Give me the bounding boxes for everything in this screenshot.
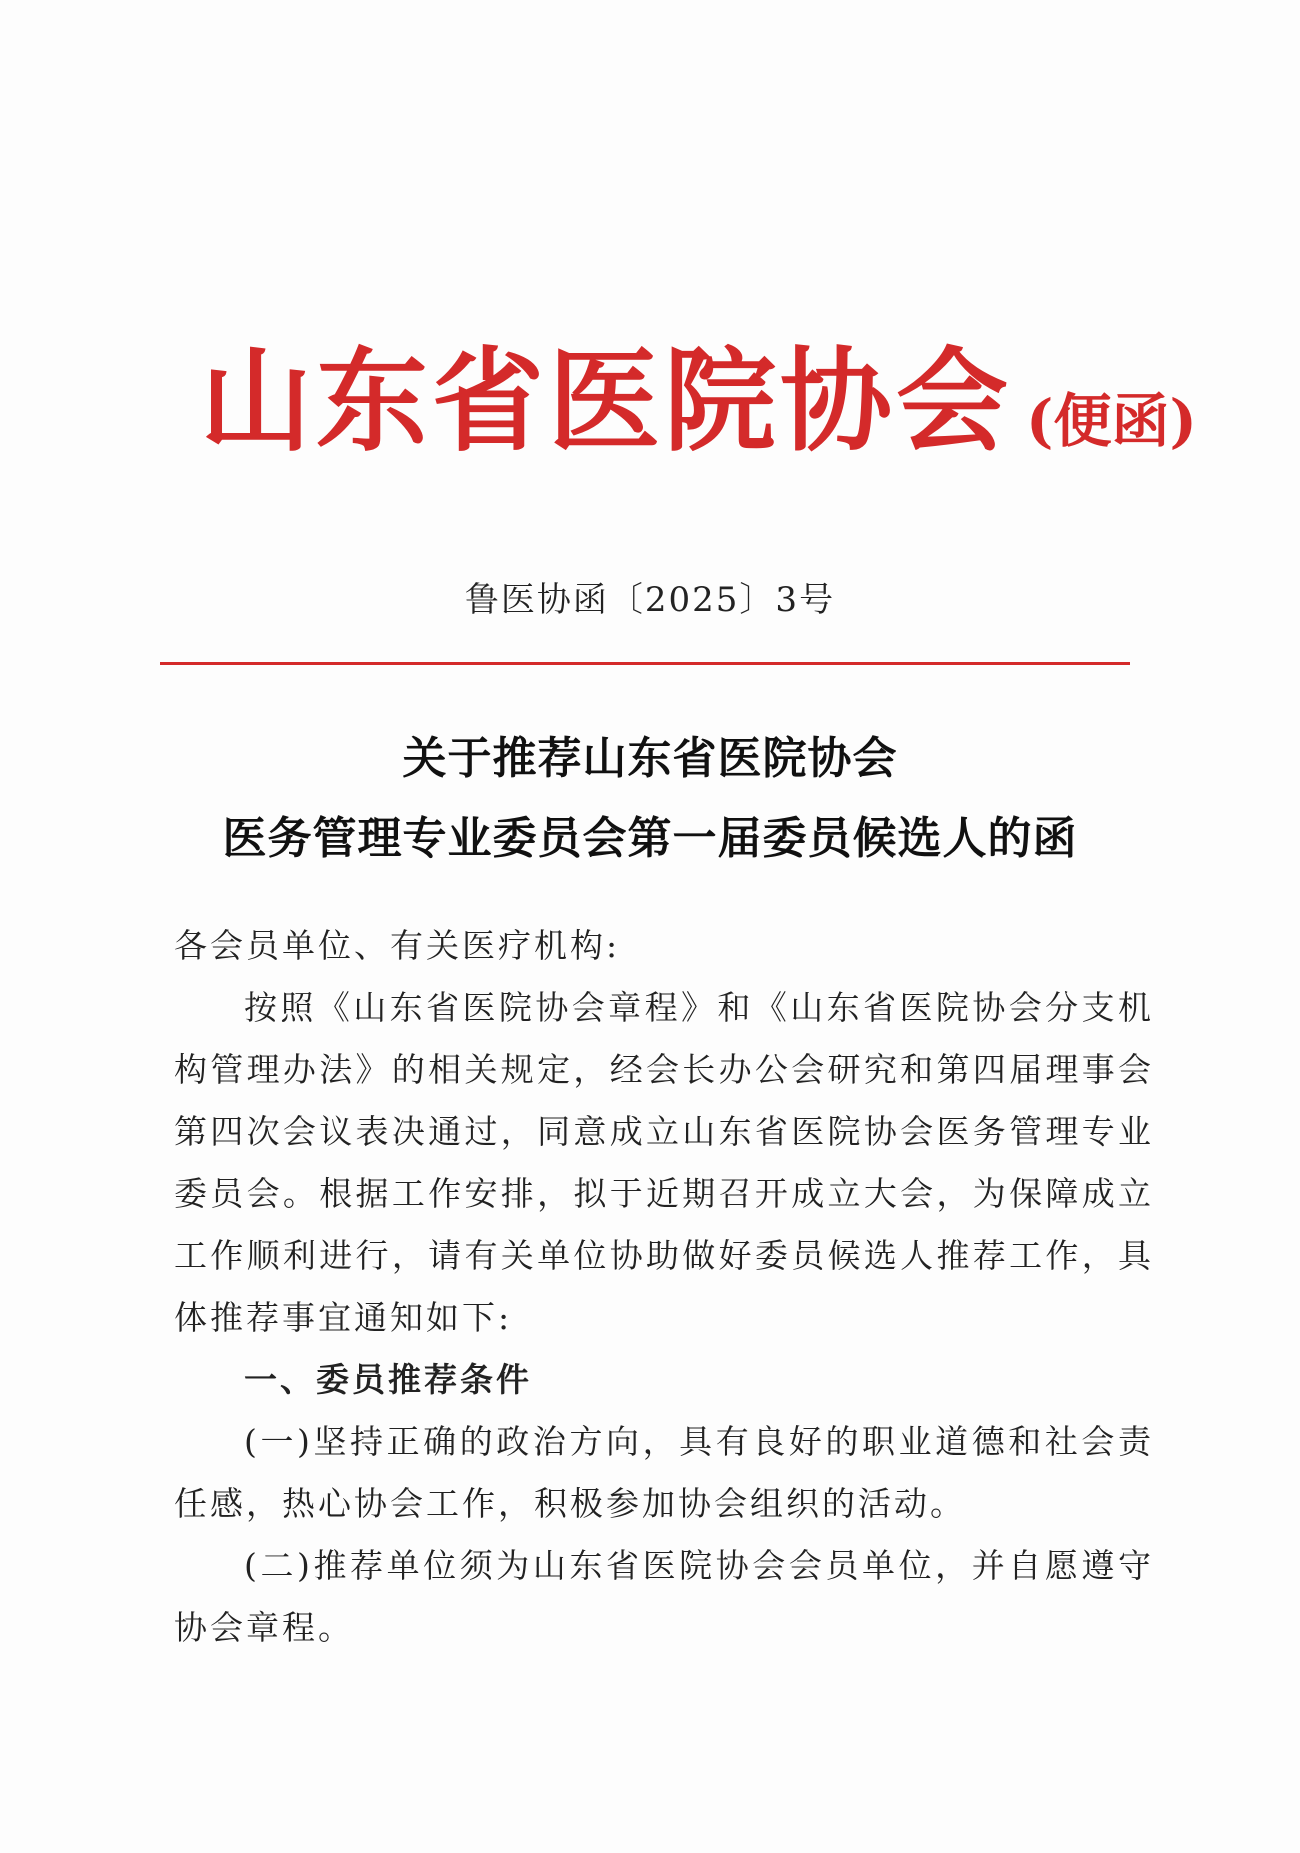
letterhead <box>200 318 1197 467</box>
document-title-line-1: 关于推荐山东省医院协会 <box>402 733 898 784</box>
letter-type-suffix: (便函) <box>1026 387 1197 455</box>
org-name: 山东省医院协会 <box>200 336 1012 467</box>
intro-paragraph: 按照《山东省医院协会章程》和《山东省医院协会分支机构管理办法》的相关规定，经会长办公会研究和第四届理事会第四次会议表决通过，同意成立山东省医院协会医务管理专业委员会。根据工作安排，拟于近期召开成立大会，为保障成立工作顺利进行，请有关单位协助做好委员候选人推荐工作，具体推荐事宜通知如下: <box>174 988 1154 1337</box>
condition-item-2: (二)推荐单位须为山东省医院协会会员单位，并自愿遵守协会章程。 <box>174 1546 1154 1647</box>
document-body <box>174 915 1154 1659</box>
condition-item-1: (一)坚持正确的政治方向，具有良好的职业道德和社会责任感，热心协会工作，积极参加协会组织的活动。 <box>174 1422 1154 1523</box>
document-title-line-2: 医务管理专业委员会第一届委员候选人的函 <box>222 813 1078 864</box>
salutation: 各会员单位、有关医疗机构: <box>174 926 621 965</box>
document-number: 鲁医协函〔2025〕3号 <box>464 580 836 620</box>
section-heading-1: 一、委员推荐条件 <box>244 1360 532 1399</box>
red-divider-line <box>160 662 1130 665</box>
